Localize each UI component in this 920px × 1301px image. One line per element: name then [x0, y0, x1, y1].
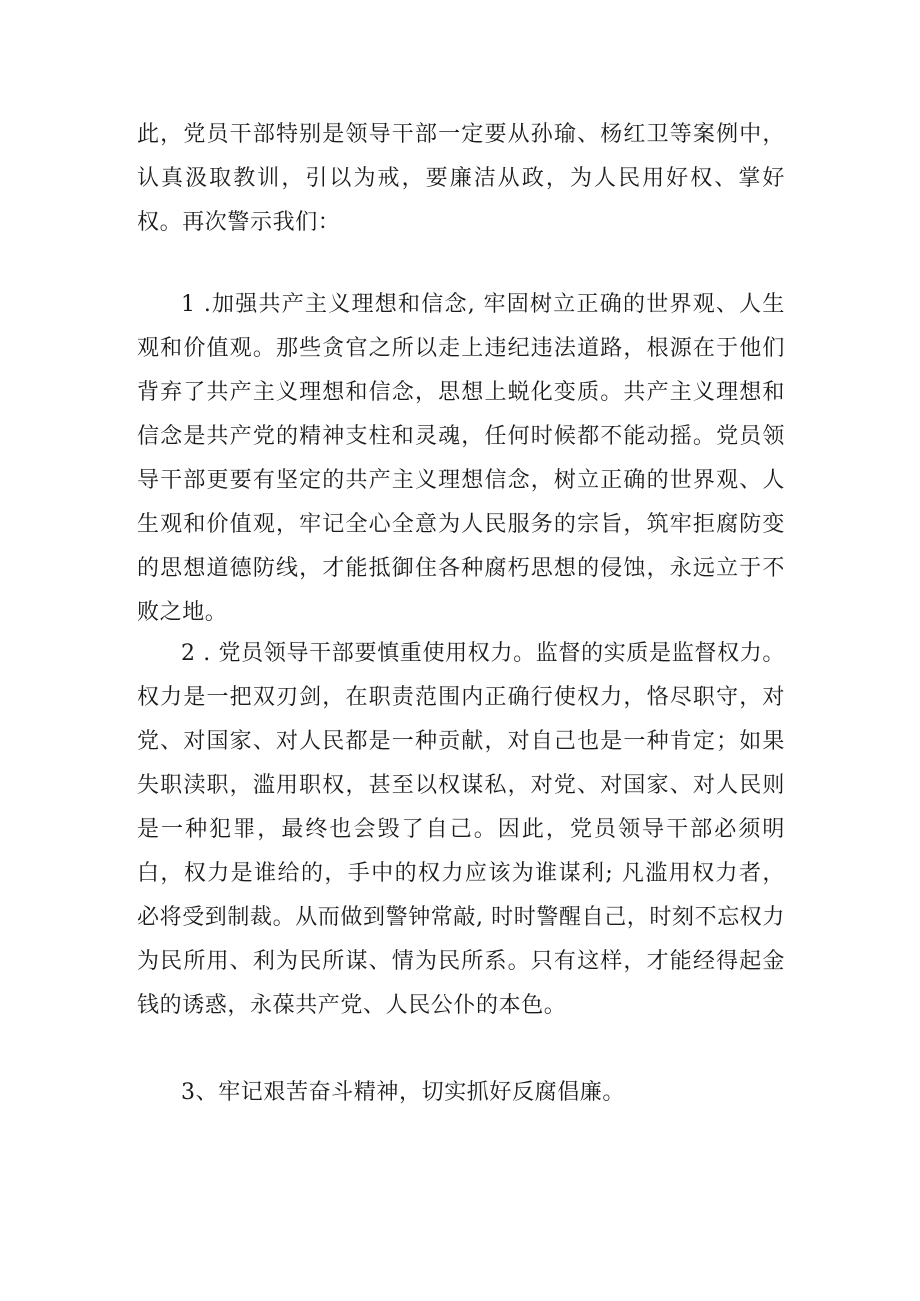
paragraph-intro: 此，党员干部特别是领导干部一定要从孙瑜、杨红卫等案例中，认真汲取教训，引以为戒，要廉洁从政，为人民用好权、掌好权。再次警示我们： [137, 122, 785, 235]
paragraph-point-2: 2 . 党员领导干部要慎重使用权力。监督的实质是监督权力。权力是一把双刃剑，在职责范围内正确行使权力，恪尽职守，对党、对国家、对人民都是一种贡献，对自己也是一种肯定；如果失职渎职，滥用职权，甚至以权谋私，对党、对国家、对人民则是一种犯罪，最终也会毁了自己。因此，党员领导干部必须明白，权力是谁给的，手中的权力应该为谁谋利; 凡滥用权力者，必将受到制裁。从而做到警钟常敲, 时时警醒自己，时刻不忘权力为民所用、利为民所谋、情为民所系。只有这样，才能经得起金钱的诱惑，永葆共产党、人民公仆的本色。 [137, 641, 785, 1018]
paragraph-point-3: 3、牢记艰苦奋斗精神，切实抓好反腐倡廉。 [181, 1080, 625, 1105]
paragraph-point-1: 1 .加强共产主义理想和信念, 牢固树立正确的世界观、人生观和价值观。那些贪官之所以走上违纪违法道路，根源在于他们背弃了共产主义理想和信念，思想上蜕化变质。共产主义理想和信念是共产党的精神支柱和灵魂，任何时候都不能动摇。党员领导干部更要有坚定的共产主义理想信念，树立正确的世界观、人生观和价值观，牢记全心全意为人民服务的宗旨，筑牢拒腐防变的思想道德防线，才能抵御住各种腐朽思想的侵蚀，永远立于不败之地。 [137, 292, 785, 625]
